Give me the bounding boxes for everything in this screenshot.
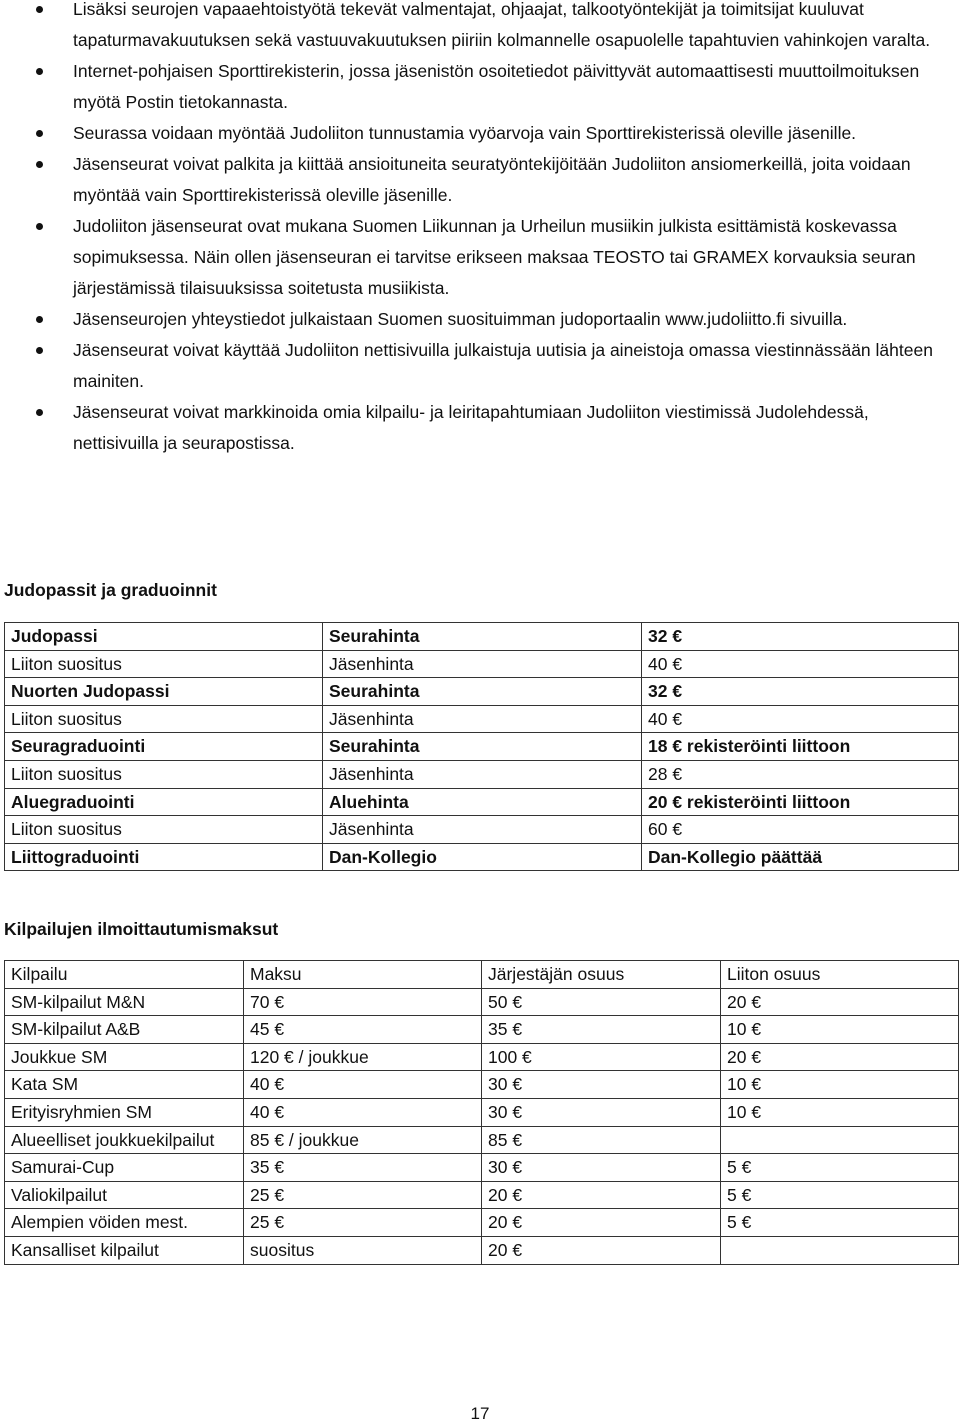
table-cell: 40 € [244, 1071, 482, 1099]
table-row [5, 1181, 959, 1209]
table-row [5, 1126, 959, 1154]
table-cell: 5 € [721, 1181, 959, 1209]
bullet-item: Judoliiton jäsenseurat ovat mukana Suomen Liikunnan ja Urheilun musiikin julkista esittämistä koskevassa sopimuksessa. Näin ollen jäsenseuran ei tarvitse erikseen maksaa TEOSTO tai GRAMEX korvauksia seuran järjestämissä tilaisuuksissa soitetusta musiikista. [0, 211, 960, 304]
table-cell: 28 € [642, 760, 959, 788]
table-cell: 18 € rekisteröinti liittoon [642, 733, 959, 761]
table-cell: SM-kilpailut M&N [5, 988, 244, 1016]
table-cell: 40 € [642, 650, 959, 678]
header-cell-kilpailu: Kilpailu [5, 961, 244, 989]
table-row [5, 1016, 959, 1044]
table-row [5, 788, 959, 816]
bullet-item: Jäsenseurat voivat käyttää Judoliiton nettisivuilla julkaistuja uutisia ja aineistoja omassa viestinnässään lähteen mainiten. [0, 335, 960, 397]
table-row [5, 678, 959, 706]
table-cell: Seurahinta [323, 678, 642, 706]
table-cell: 20 € rekisteröinti liittoon [642, 788, 959, 816]
table-row [5, 705, 959, 733]
table-cell: Liiton suositus [5, 705, 323, 733]
table-cell: 25 € [244, 1181, 482, 1209]
table-cell: Seurahinta [323, 623, 642, 651]
table-cell: Seurahinta [323, 733, 642, 761]
table-cell: 10 € [721, 1016, 959, 1044]
table-cell: Liiton suositus [5, 650, 323, 678]
table-cell: 30 € [482, 1071, 721, 1099]
table-cell: 10 € [721, 1071, 959, 1099]
table-row [5, 988, 959, 1016]
judopassit-table [4, 622, 959, 871]
bullet-item: Seurassa voidaan myöntää Judoliiton tunnustamia vyöarvoja vain Sporttirekisterissä oleville jäsenille. [0, 118, 960, 149]
table-cell: 32 € [642, 678, 959, 706]
table-row [5, 816, 959, 844]
table-cell: Samurai-Cup [5, 1154, 244, 1182]
table-row [5, 1071, 959, 1099]
table-cell: Kata SM [5, 1071, 244, 1099]
table-row [5, 1098, 959, 1126]
table-row [5, 1209, 959, 1237]
table-cell: 5 € [721, 1154, 959, 1182]
kilpailut-heading: Kilpailujen ilmoittautumismaksut [4, 919, 279, 939]
table-cell: Dan-Kollegio [323, 843, 642, 871]
table-cell: Alueelliset joukkuekilpailut [5, 1126, 244, 1154]
kilpailut-fee-table [4, 960, 959, 1265]
table-row [5, 733, 959, 761]
table-cell: 5 € [721, 1209, 959, 1237]
table-cell: 100 € [482, 1043, 721, 1071]
bullet-item: Internet-pohjaisen Sporttirekisterin, jossa jäsenistön osoitetiedot päivittyvät automaattisesti muuttoilmoituksen myötä Postin tietokannasta. [0, 56, 960, 118]
benefits-bullet-list [0, 0, 960, 459]
table-cell: Joukkue SM [5, 1043, 244, 1071]
table-cell: Dan-Kollegio päättää [642, 843, 959, 871]
judopassit-heading: Judopassit ja graduoinnit [4, 580, 217, 600]
table-row [5, 760, 959, 788]
header-cell-jarjestajan-osuus: Järjestäjän osuus [482, 961, 721, 989]
table-cell: Aluegraduointi [5, 788, 323, 816]
bullet-item: Lisäksi seurojen vapaaehtoistyötä tekevät valmentajat, ohjaajat, talkootyöntekijät ja toimitsijat kuuluvat tapaturmavakuutuksen sekä vastuuvakuutuksen piiriin kolmannelle osapuolelle tapahtuvien vahinkojen varalta. [0, 0, 960, 56]
table-cell: Valiokilpailut [5, 1181, 244, 1209]
table-cell: Jäsenhinta [323, 705, 642, 733]
table-row [5, 623, 959, 651]
bullet-item: Jäsenseurojen yhteystiedot julkaistaan Suomen suosituimman judoportaalin www.judoliitto.fi sivuilla. [0, 304, 960, 335]
table-cell: Erityisryhmien SM [5, 1098, 244, 1126]
table-cell: 20 € [721, 1043, 959, 1071]
table-cell: SM-kilpailut A&B [5, 1016, 244, 1044]
table-cell [721, 1126, 959, 1154]
table-cell: Liiton suositus [5, 816, 323, 844]
table-cell: 40 € [244, 1098, 482, 1126]
table-header-row [5, 961, 959, 989]
table-cell: Liittograduointi [5, 843, 323, 871]
bullet-item: Jäsenseurat voivat markkinoida omia kilpailu- ja leiritapahtumiaan Judoliiton viestimissä Judolehdessä, nettisivuilla ja seurapostissa. [0, 397, 960, 459]
table-cell [721, 1236, 959, 1264]
table-row [5, 650, 959, 678]
table-cell: 35 € [244, 1154, 482, 1182]
table-cell: suositus [244, 1236, 482, 1264]
table-cell: Kansalliset kilpailut [5, 1236, 244, 1264]
table-row [5, 1154, 959, 1182]
table-cell: Liiton suositus [5, 760, 323, 788]
table-cell: Alempien vöiden mest. [5, 1209, 244, 1237]
table-cell: Jäsenhinta [323, 816, 642, 844]
table-cell: 45 € [244, 1016, 482, 1044]
table-cell: 30 € [482, 1154, 721, 1182]
table-cell: Jäsenhinta [323, 650, 642, 678]
table-cell: 85 € [482, 1126, 721, 1154]
table-cell: 35 € [482, 1016, 721, 1044]
table-cell: 32 € [642, 623, 959, 651]
table-cell: Judopassi [5, 623, 323, 651]
table-cell: Jäsenhinta [323, 760, 642, 788]
header-cell-liiton-osuus: Liiton osuus [721, 961, 959, 989]
table-cell: 20 € [482, 1181, 721, 1209]
page-number: 17 [470, 1404, 490, 1423]
table-cell: Seuragraduointi [5, 733, 323, 761]
table-cell: 85 € / joukkue [244, 1126, 482, 1154]
table-cell: 120 € / joukkue [244, 1043, 482, 1071]
table-row [5, 843, 959, 871]
table-cell: 60 € [642, 816, 959, 844]
bullet-item: Jäsenseurat voivat palkita ja kiittää ansioituneita seuratyöntekijöitään Judoliiton ansiomerkeillä, joita voidaan myöntää vain Sporttirekisterissä oleville jäsenille. [0, 149, 960, 211]
table-cell: 40 € [642, 705, 959, 733]
table-cell: 70 € [244, 988, 482, 1016]
table-cell: Aluehinta [323, 788, 642, 816]
table-cell: Nuorten Judopassi [5, 678, 323, 706]
table-row [5, 1236, 959, 1264]
table-cell: 20 € [482, 1209, 721, 1237]
table-cell: 25 € [244, 1209, 482, 1237]
table-cell: 50 € [482, 988, 721, 1016]
table-row [5, 1043, 959, 1071]
table-cell: 30 € [482, 1098, 721, 1126]
table-cell: 20 € [482, 1236, 721, 1264]
table-cell: 20 € [721, 988, 959, 1016]
header-cell-maksu: Maksu [244, 961, 482, 989]
table-cell: 10 € [721, 1098, 959, 1126]
